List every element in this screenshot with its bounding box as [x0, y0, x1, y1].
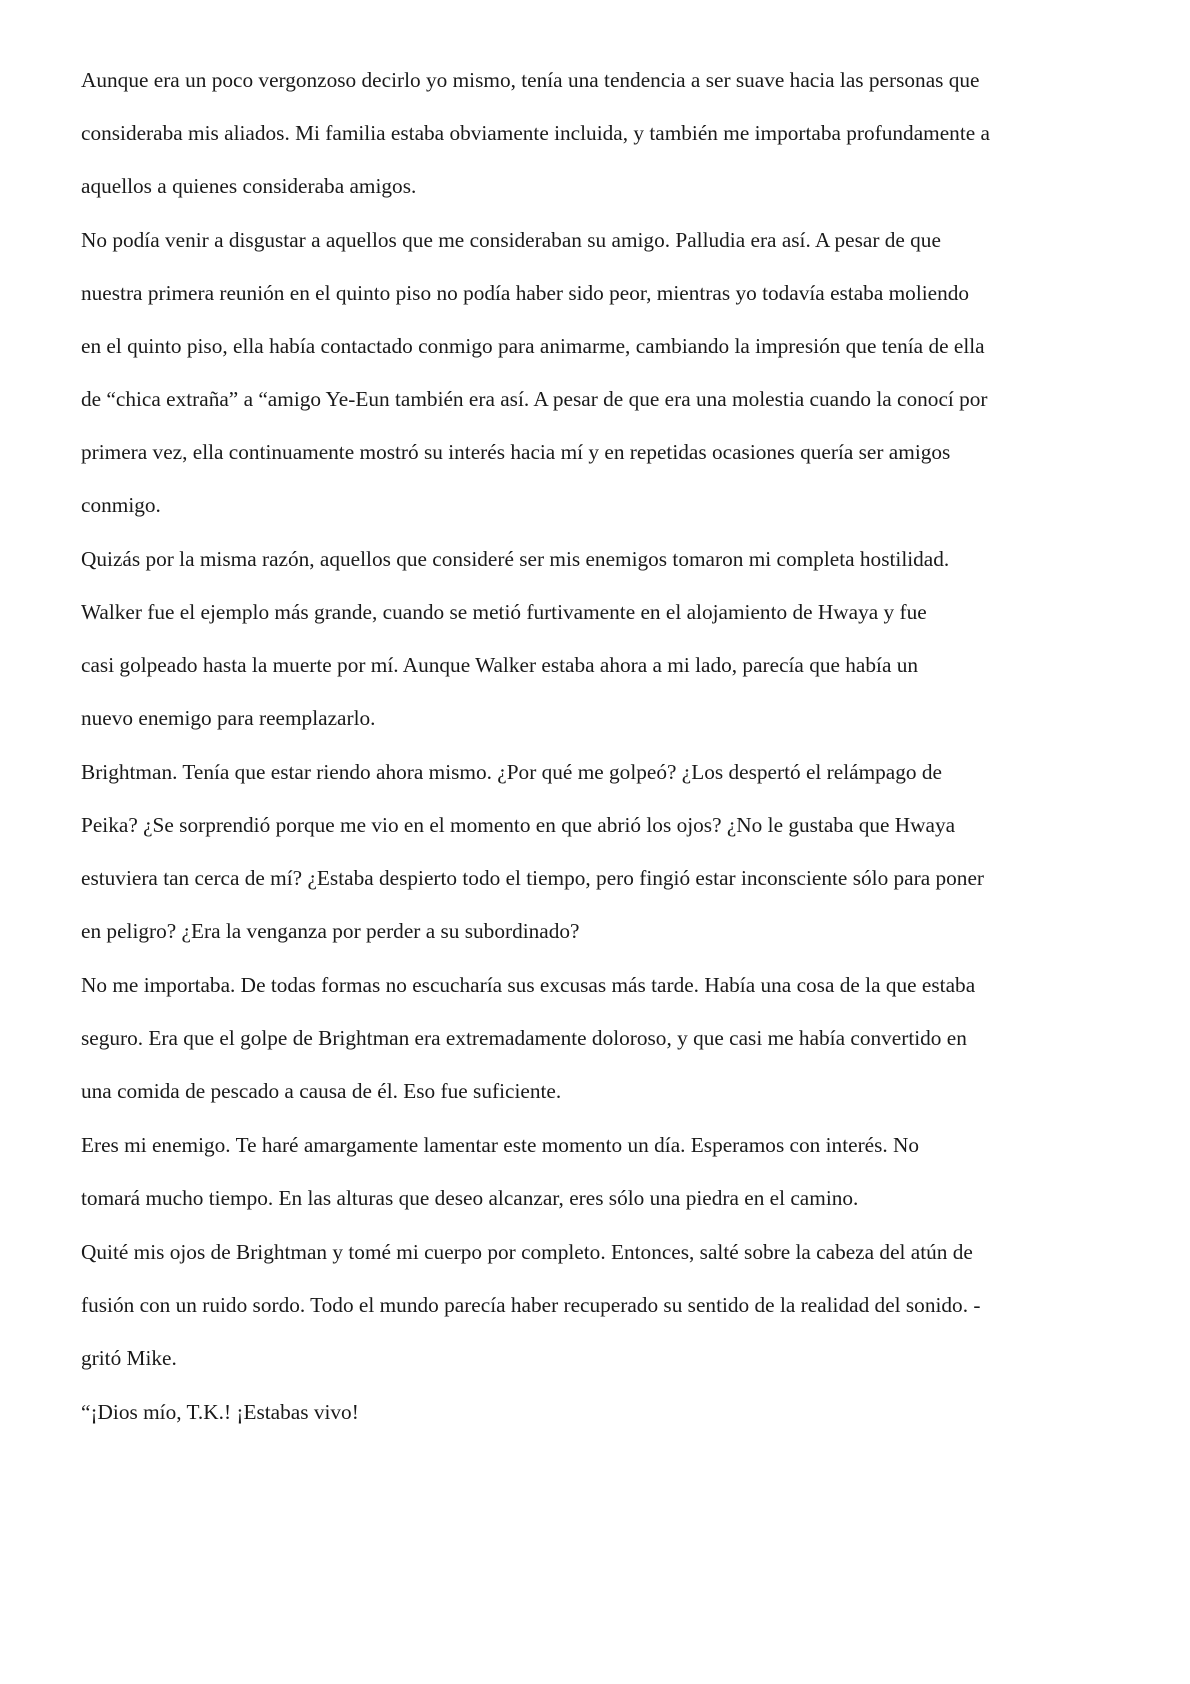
- text-line: fusión con un ruido sordo. Todo el mundo parecía haber recuperado su sentido de la realidad del sonido. -: [81, 1293, 981, 1317]
- paragraph-1: [81, 62, 1121, 200]
- paragraph-3: [81, 541, 1121, 732]
- text-line: seguro. Era que el golpe de Brightman era extremadamente doloroso, y que casi me había convertido en: [81, 1026, 967, 1050]
- text-line: No me importaba. De todas formas no escucharía sus excusas más tarde. Había una cosa de la que estaba: [81, 973, 976, 997]
- text-line: nuevo enemigo para reemplazarlo.: [81, 706, 376, 730]
- text-line: primera vez, ella continuamente mostró su interés hacia mí y en repetidas ocasiones quería ser amigos: [81, 440, 951, 464]
- text-line: Quité mis ojos de Brightman y tomé mi cuerpo por completo. Entonces, salté sobre la cabeza del atún de: [81, 1240, 973, 1264]
- text-line: Quizás por la misma razón, aquellos que consideré ser mis enemigos tomaron mi completa hostilidad.: [81, 547, 950, 571]
- text-line: nuestra primera reunión en el quinto piso no podía haber sido peor, mientras yo todavía estaba moliendo: [81, 281, 970, 305]
- paragraph-6: [81, 1127, 1121, 1212]
- paragraph-2: [81, 222, 1121, 519]
- text-line: Brightman. Tenía que estar riendo ahora mismo. ¿Por qué me golpeó? ¿Los despertó el relámpago de: [81, 760, 942, 784]
- paragraph-7: [81, 1234, 1121, 1372]
- text-line: de “chica extraña” a “amigo Ye-Eun también era así. A pesar de que era una molestia cuando la conocí por: [81, 387, 988, 411]
- text-line: Aunque era un poco vergonzoso decirlo yo mismo, tenía una tendencia a ser suave hacia las personas que: [81, 68, 980, 92]
- text-line: Eres mi enemigo. Te haré amargamente lamentar este momento un día. Esperamos con interés. No: [81, 1133, 920, 1157]
- paragraph-4: [81, 754, 1121, 945]
- text-line: consideraba mis aliados. Mi familia estaba obviamente incluida, y también me importaba profundamente a: [81, 121, 990, 145]
- text-line: una comida de pescado a causa de él. Eso fue suficiente.: [81, 1079, 562, 1103]
- text-line: “¡Dios mío, T.K.! ¡Estabas vivo!: [81, 1400, 359, 1424]
- text-line: aquellos a quienes consideraba amigos.: [81, 174, 417, 198]
- text-line: en el quinto piso, ella había contactado conmigo para animarme, cambiando la impresión que tenía de ella: [81, 334, 985, 358]
- text-line: tomará mucho tiempo. En las alturas que deseo alcanzar, eres sólo una piedra en el camino.: [81, 1186, 859, 1210]
- text-line: Walker fue el ejemplo más grande, cuando se metió furtivamente en el alojamiento de Hwaya y fue: [81, 600, 927, 624]
- text-line: estuviera tan cerca de mí? ¿Estaba despierto todo el tiempo, pero fingió estar inconsciente sólo para poner: [81, 866, 984, 890]
- text-line: conmigo.: [81, 493, 161, 517]
- document-page: [81, 62, 1121, 1448]
- text-line: No podía venir a disgustar a aquellos que me consideraban su amigo. Palludia era así. A pesar de que: [81, 228, 941, 252]
- text-line: en peligro? ¿Era la venganza por perder a su subordinado?: [81, 919, 580, 943]
- text-line: casi golpeado hasta la muerte por mí. Aunque Walker estaba ahora a mi lado, parecía que había un: [81, 653, 919, 677]
- paragraph-8: [81, 1394, 1121, 1426]
- text-line: gritó Mike.: [81, 1346, 177, 1370]
- paragraph-5: [81, 967, 1121, 1105]
- text-line: Peika? ¿Se sorprendió porque me vio en el momento en que abrió los ojos? ¿No le gustaba que Hwaya: [81, 813, 956, 837]
